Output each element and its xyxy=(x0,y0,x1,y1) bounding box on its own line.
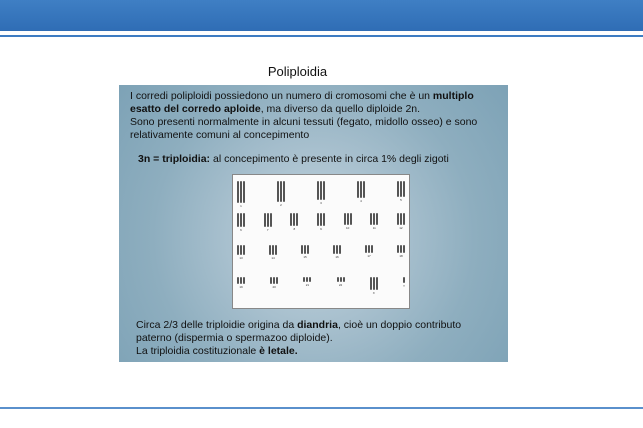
chromosome xyxy=(365,245,367,253)
origin-text-2: , cioè un doppio contributo paterno (dispermia o spermazoo diploide). xyxy=(136,319,462,344)
chromosome xyxy=(243,213,245,227)
chromosome-label: 7 xyxy=(266,228,269,232)
chromosome xyxy=(403,213,405,225)
chromosome xyxy=(240,245,242,255)
chromosome xyxy=(283,181,285,202)
chromosome-set xyxy=(357,181,365,207)
chromosome-label: 9 xyxy=(320,227,322,231)
header-rule xyxy=(0,35,643,37)
chromosome xyxy=(368,245,370,253)
chromosome-set xyxy=(370,213,378,231)
karyotype-row xyxy=(237,245,405,259)
chromosome xyxy=(237,277,239,284)
chromosome-set xyxy=(264,213,272,231)
slide-image xyxy=(119,85,508,362)
chromosome-set xyxy=(337,277,345,294)
chromosome xyxy=(320,181,322,200)
chromosome-set xyxy=(370,277,378,294)
chromosome xyxy=(272,245,274,255)
chromosome-set xyxy=(317,213,325,231)
chromosome-label: 10 xyxy=(345,226,350,230)
chromosome-set xyxy=(397,181,405,207)
chromosome xyxy=(276,277,278,284)
origin-bold: diandria xyxy=(297,319,338,331)
chromosome xyxy=(240,213,242,227)
chromosome xyxy=(293,213,295,226)
intro-text-1: I corredi poliploidi possiedono un numero di cromosomi che è un xyxy=(130,90,433,102)
chromosome xyxy=(309,277,311,282)
chromosome xyxy=(304,245,306,254)
chromosome-label: X xyxy=(372,291,375,295)
chromosome-label: 14 xyxy=(271,256,275,260)
chromosome xyxy=(373,277,375,290)
chromosome-label: 18 xyxy=(399,254,403,258)
chromosome-set xyxy=(317,181,325,207)
chromosome xyxy=(370,277,372,290)
chromosome xyxy=(303,277,305,282)
chromosome xyxy=(371,245,373,253)
intro-text-3: Sono presenti normalmente in alcuni tessuti (fegato, midollo osseo) e sono relativamente comuni al concepimento xyxy=(130,116,478,141)
chromosome xyxy=(301,245,303,254)
chromosome-label: 16 xyxy=(335,255,339,259)
chromosome-set xyxy=(237,245,245,259)
footer-rule xyxy=(0,407,643,409)
intro-paragraph xyxy=(130,90,502,142)
karyotype-image xyxy=(232,174,410,309)
chromosome-set xyxy=(344,213,352,231)
chromosome xyxy=(323,181,325,200)
chromosome xyxy=(290,213,292,226)
chromosome-set xyxy=(397,245,405,259)
chromosome xyxy=(400,245,402,253)
chromosome-label: 5 xyxy=(400,198,402,202)
chromosome-label: 12 xyxy=(399,226,403,230)
chromosome-set xyxy=(237,213,245,231)
chromosome-label: 11 xyxy=(372,226,376,230)
origin-paragraph xyxy=(136,319,496,358)
chromosome xyxy=(370,213,372,225)
chromosome-label: 13 xyxy=(239,256,243,260)
chromosome-label: 22 xyxy=(338,283,343,287)
chromosome-set xyxy=(397,213,405,231)
chromosome-set xyxy=(237,277,245,294)
chromosome xyxy=(237,181,239,203)
chromosome-label: 15 xyxy=(303,255,307,259)
chromosome-label: 4 xyxy=(360,199,362,203)
origin-text-1: Circa 2/3 delle triploidie origina da xyxy=(136,319,298,331)
chromosome xyxy=(240,181,242,203)
page-title: Poliploidia xyxy=(267,64,328,79)
karyotype-row xyxy=(237,213,405,231)
header-bar xyxy=(0,0,643,31)
chromosome xyxy=(323,213,325,226)
chromosome xyxy=(403,181,405,197)
chromosome xyxy=(397,213,399,225)
karyotype-row xyxy=(237,181,405,207)
chromosome xyxy=(243,245,245,255)
chromosome-set xyxy=(269,245,277,259)
chromosome xyxy=(333,245,335,254)
chromosome xyxy=(269,245,271,255)
chromosome-label: 20 xyxy=(272,285,276,289)
chromosome xyxy=(357,181,359,198)
intro-text-2: , ma diverso da quello diploide 2n. xyxy=(260,103,421,115)
chromosome xyxy=(360,181,362,198)
chromosome-set xyxy=(333,245,341,259)
chromosome xyxy=(343,277,345,282)
chromosome xyxy=(347,213,349,225)
chromosome xyxy=(344,213,346,225)
chromosome xyxy=(273,277,275,284)
chromosome xyxy=(403,245,405,253)
chromosome xyxy=(397,181,399,197)
chromosome-label: 1 xyxy=(240,204,242,208)
chromosome xyxy=(363,181,365,198)
chromosome-label: Y xyxy=(402,284,405,288)
chromosome-label: 3 xyxy=(320,201,322,205)
chromosome xyxy=(317,181,319,200)
chromosome-set xyxy=(237,181,245,207)
chromosome-label: 2 xyxy=(280,203,282,207)
chromosome-label: 21 xyxy=(305,283,310,287)
chromosome-set xyxy=(270,277,278,294)
intro-bold: multiplo esatto del corredo aploide xyxy=(130,90,474,115)
chromosome xyxy=(264,213,266,227)
chromosome xyxy=(337,277,339,282)
chromosome xyxy=(403,277,405,283)
chromosome xyxy=(280,181,282,202)
chromosome-set xyxy=(403,277,405,294)
chromosome xyxy=(243,181,245,203)
karyotype-row xyxy=(237,277,405,294)
chromosome xyxy=(306,277,308,282)
chromosome-set xyxy=(277,181,285,207)
chromosome xyxy=(275,245,277,255)
chromosome xyxy=(296,213,298,226)
chromosome xyxy=(237,245,239,255)
origin-text-3: La triploidia costituzionale xyxy=(136,345,260,357)
chromosome-label: 19 xyxy=(239,285,243,289)
chromosome xyxy=(397,245,399,253)
chromosome xyxy=(373,213,375,225)
chromosome xyxy=(277,181,279,202)
chromosome-label: 8 xyxy=(293,227,296,231)
chromosome xyxy=(320,213,322,226)
chromosome-set xyxy=(290,213,298,231)
chromosome-set xyxy=(301,245,309,259)
chromosome-set xyxy=(303,277,311,294)
chromosome xyxy=(240,277,242,284)
chromosome xyxy=(376,277,378,290)
chromosome xyxy=(339,245,341,254)
chromosome xyxy=(267,213,269,227)
chromosome xyxy=(243,277,245,284)
chromosome xyxy=(317,213,319,226)
chromosome xyxy=(336,245,338,254)
chromosome-label: 17 xyxy=(367,254,371,258)
chromosome xyxy=(270,213,272,227)
triploidy-text: al concepimento è presente in circa 1% degli zigoti xyxy=(210,153,449,165)
chromosome xyxy=(270,277,272,284)
chromosome xyxy=(237,213,239,227)
chromosome xyxy=(376,213,378,225)
chromosome-set xyxy=(365,245,373,259)
origin-bold-2: è letale. xyxy=(259,345,298,357)
chromosome-label: 6 xyxy=(240,228,242,232)
chromosome xyxy=(307,245,309,254)
chromosome xyxy=(340,277,342,282)
chromosome xyxy=(400,213,402,225)
chromosome xyxy=(400,181,402,197)
triploidy-definition xyxy=(138,153,498,166)
chromosome xyxy=(350,213,352,225)
triploidy-bold: 3n = triploidia: xyxy=(138,153,211,165)
